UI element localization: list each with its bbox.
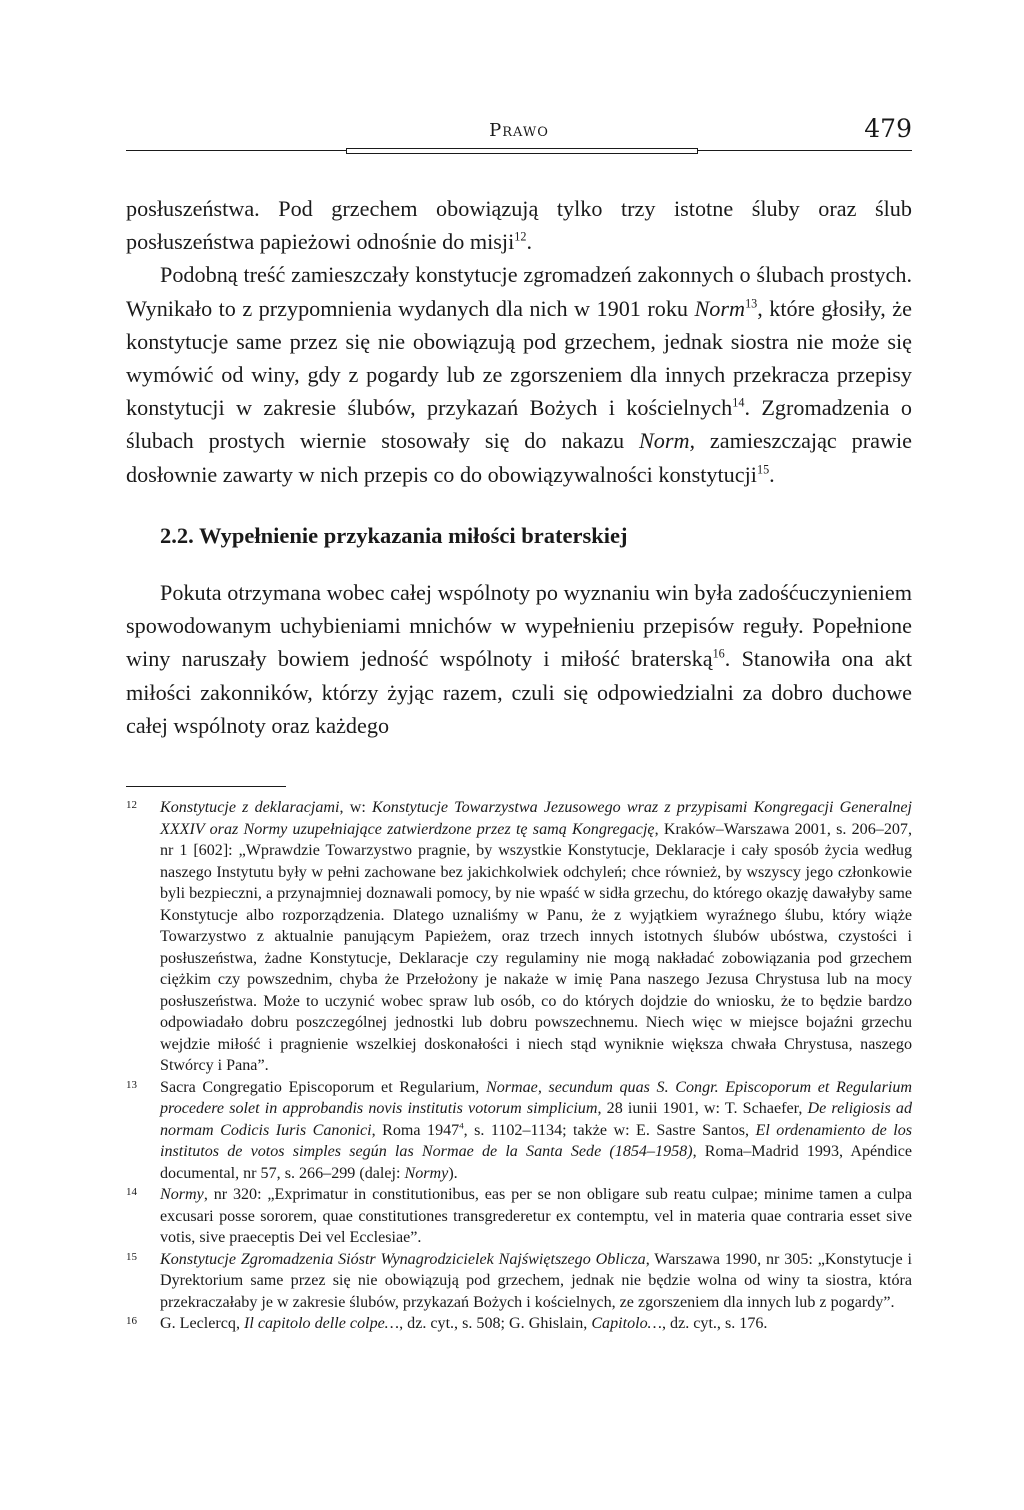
footnotes bbox=[126, 797, 912, 1335]
footnote-ref[interactable]: 12 bbox=[514, 229, 527, 244]
footnote-ref[interactable]: 13 bbox=[745, 296, 758, 311]
page-number: 479 bbox=[864, 114, 912, 143]
footnote-separator bbox=[126, 786, 286, 787]
header-rule-ornament bbox=[346, 148, 698, 154]
footnote-number: 14 bbox=[126, 1186, 137, 1199]
footnote-text: G. Leclercq, Il capitolo delle colpe…, dz. cyt., s. 508; G. Ghislain, Capitolo…, dz. cyt., s. 176. bbox=[160, 1315, 768, 1333]
paragraph: Pokuta otrzymana wobec całej wspólnoty po wyznaniu win była zadośćuczynieniem spowodowanym uchybieniami mnichów w wypełnieniu przepisów reguły. Popełnione winy naruszały bowiem jedność wspólnoty i miłość braterską$^{16}$. Stanowiła ona akt miłości zakonników, którzy żyjąc razem, czuli się odpowiedzialni za dobro duchowe całej wspólnoty oraz każdego bbox=[126, 580, 912, 738]
paragraph: posłuszeństwa. Pod grzechem obowiązują tylko trzy istotne śluby oraz ślub posłuszeństwa papieżowi odnośnie do misji$^{12}$. bbox=[126, 196, 912, 255]
footnote-number: 12 bbox=[126, 799, 137, 812]
section-heading: 2.2. Wypełnienie przykazania miłości braterskiej bbox=[160, 522, 628, 548]
page-header bbox=[126, 112, 912, 156]
footnote-ref[interactable]: 16 bbox=[712, 647, 725, 662]
footnote-number: 16 bbox=[126, 1315, 137, 1328]
footnote-ref[interactable]: 15 bbox=[756, 462, 770, 477]
footnote bbox=[126, 1077, 912, 1185]
footnote-text: Konstytucje z deklaracjami, w: Konstytucje Towarzystwa Jezusowego wraz z przypisami Kongregacji Generalnej XXXIV oraz Normy uzupełniające zatwierdzone przez tę samą Kongregację, Kraków–Warszawa 2001, s. 206–207, nr 1 [602]: „Wprawdzie Towarzystwo pragnie, by wszystkie Konstytucje, Deklaracje i cały sposób życia według naszego Instytutu były w pełni zachowane bez jakichkolwiek odchyleń; chce również, by wszyscy jego członkowie byli bezpieczni, a przynajmniej doznawali pomocy, by nie wpaść w sidła grzechu, do którego okazję dawałyby same Konstytucje albo rozporządzenia. Dlatego uznaliśmy w Panu, że z wyjątkiem wyraźnego ślubu, który wiąże Towarzystwo z aktualnie panującym Papieżem, oraz trzech innych istotnych ślubów ubóstwa, czystości i posłuszeństwa, żadne Konstytucje, Deklaracje czy regulaminy nie mogą nakładać zobowiązania pod grzechem ciężkim czy powszednim, chyba że Przełożony je nakaże w imię Pana naszego Jezusa Chrystusa lub na mocy posłuszeństwa. Może to uczynić wobec spraw lub osób, co do których dojdzie do wniosku, że to będzie bardzo odpowiadało dobru poszczególnej jednostki lub dobru powszechnemu. Niech więc w miejsce bojaźni grzechu wejdzie miłość i pragnienie wszelkiej doskonałości i niech stąd wyniknie większa chwała Chrystusa, naszego Stwórcy i Pana”. bbox=[160, 799, 912, 1075]
page bbox=[126, 112, 912, 1335]
footnote-number: 15 bbox=[126, 1250, 137, 1263]
footnote-ref[interactable]: 14 bbox=[732, 395, 745, 410]
footnote-number: 13 bbox=[126, 1078, 137, 1091]
body-text bbox=[126, 192, 912, 742]
paragraph: Podobną treść zamieszczały konstytucje zgromadzeń zakonnych o ślubach prostych. Wynikało to z przypomnienia wydanych dla nich w 1901 roku Norm$^{13}$, które głosiły, że konstytucje same przez się nie obowiązują pod grzechem, jednak siostra nie może się wymówić od winy, gdy z pogardy lub ze zgorszeniem dla innych przekracza przepisy konstytucji w zakresie ślubów, przykazań Bożych i kościelnych$^{14}$. Zgromadzenia o ślubach prostych wiernie stosowały się do nakazu Norm, zamieszczając prawie dosłownie zawarty w nich przepis co do obowiązywalności konstytucji$^{15}$. bbox=[126, 262, 912, 487]
footnote bbox=[126, 797, 912, 1077]
footnote bbox=[126, 1184, 912, 1249]
footnote-text: Sacra Congregatio Episcoporum et Regularium, Normae, secundum quas S. Congr. Episcoporum et Regularium procedere solet in approbandis novis institutis votorum simplicium, 28 iunii 1901, w: T. Schaefer, De religiosis ad normam Codicis Iuris Canonici, Roma 1947$^4$, s. 1102–1134; także w: E. Sastre Santos, El ordenamiento de los institutos de votos simples según las Normae de la Santa Sede (1854–1958), Roma–Madrid 1993, Apéndice documental, nr 57, s. 266–299 (dalej: Normy). bbox=[160, 1078, 913, 1182]
running-title: Prawo bbox=[489, 120, 549, 141]
footnote-text: Normy, nr 320: „Exprimatur in constitutionibus, eas per se non obligare sub reatu culpae; minime tamen a culpa excusari posse sororem, quae constitutiones transgrederetur ex contemptu, vel in materia quae contraria esset sive votis, sive praeceptis Dei vel Ecclesiae”. bbox=[160, 1186, 912, 1247]
footnote bbox=[126, 1249, 912, 1314]
footnote bbox=[126, 1313, 912, 1335]
footnote-text: Konstytucje Zgromadzenia Sióstr Wynagrodzicielek Najświętszego Oblicza, Warszawa 1990, nr 305: „Konstytucje i Dyrektorium same przez się nie obowiązują pod grzechem, jednak nie będzie wolna od winy ta siostra, która przekraczałaby je w zakresie ślubów, przykazań Bożych i kościelnych, ze zgorszeniem dla innych lub z pogardy”. bbox=[160, 1250, 912, 1311]
